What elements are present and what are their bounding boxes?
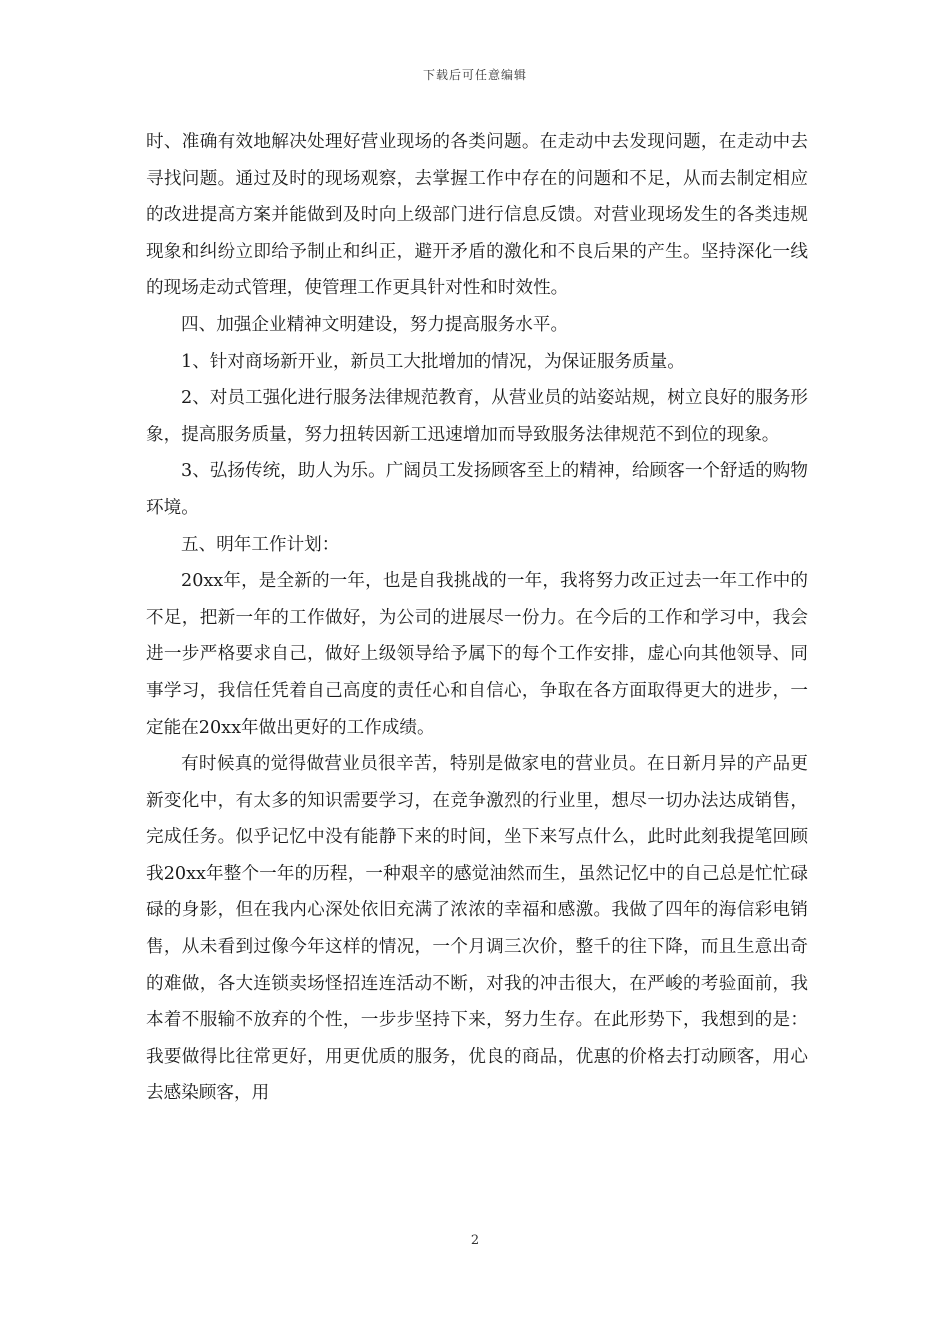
paragraph-continuation: 时、准确有效地解决处理好营业现场的各类问题。在走动中去发现问题，在走动中去寻找问题。通过及时的现场观察，去掌握工作中存在的问题和不足，从而去制定相应的改进提高方案并能做到及时向上级部门进行信息反馈。对营业现场发生的各类违规现象和纠纷立即给予制止和纠正，避开矛盾的激化和不良后果的产生。坚持深化一线的现场走动式管理，使管理工作更具针对性和时效性。 — [146, 132, 808, 299]
list-item-two: 2、对员工强化进行服务法律规范教育，从营业员的站姿站规，树立良好的服务形象，提高服务质量，努力扭转因新工迅速增加而导致服务法律规范不到位的现象。 — [146, 388, 808, 445]
list-item-one: 1、针对商场新开业，新员工大批增加的情况，为保证服务质量。 — [181, 351, 685, 372]
document-body — [146, 124, 808, 1112]
page-header: 下载后可任意编辑 — [422, 68, 527, 82]
paragraph-plan: 20xx年，是全新的一年，也是自我挑战的一年，我将努力改正过去一年工作中的不足，把新一年的工作做好，为公司的进展尽一份力。在今后的工作和学习中，我会进一步严格要求自己，做好上级领导给予属下的每个工作安排，虚心向其他领导、同事学习，我信任凭着自己高度的责任心和自信心，争取在各方面取得更大的进步，一定能在20xx年做出更好的工作成绩。 — [146, 571, 808, 738]
page-number: 2 — [470, 1233, 480, 1248]
list-item-three: 3、弘扬传统，助人为乐。广阔员工发扬顾客至上的精神，给顾客一个舒适的购物环境。 — [146, 461, 808, 518]
paragraph-reflection: 有时候真的觉得做营业员很辛苦，特别是做家电的营业员。在日新月异的产品更新变化中，有太多的知识需要学习，在竞争激烈的行业里，想尽一切办法达成销售，完成任务。似乎记忆中没有能静下来的时间，坐下来写点什么，此时此刻我提笔回顾我20xx年整个一年的历程，一种艰辛的感觉油然而生，虽然记忆中的自己总是忙忙碌碌的身影，但在我内心深处依旧充满了浓浓的幸福和感激。我做了四年的海信彩电销售，从未看到过像今年这样的情况，一个月调三次价，整千的往下降，而且生意出奇的难做，各大连锁卖场怪招连连活动不断，对我的冲击很大，在严峻的考验面前，我本着不服输不放弃的个性，一步步坚持下来，努力生存。在此形势下，我想到的是：我要做得比往常更好，用更优质的服务，优良的商品，优惠的价格去打动顾客，用心去感染顾客，用 — [146, 754, 808, 1104]
section-heading-five: 五、明年工作计划： — [181, 534, 340, 555]
section-heading-four: 四、加强企业精神文明建设，努力提高服务水平。 — [181, 314, 569, 335]
